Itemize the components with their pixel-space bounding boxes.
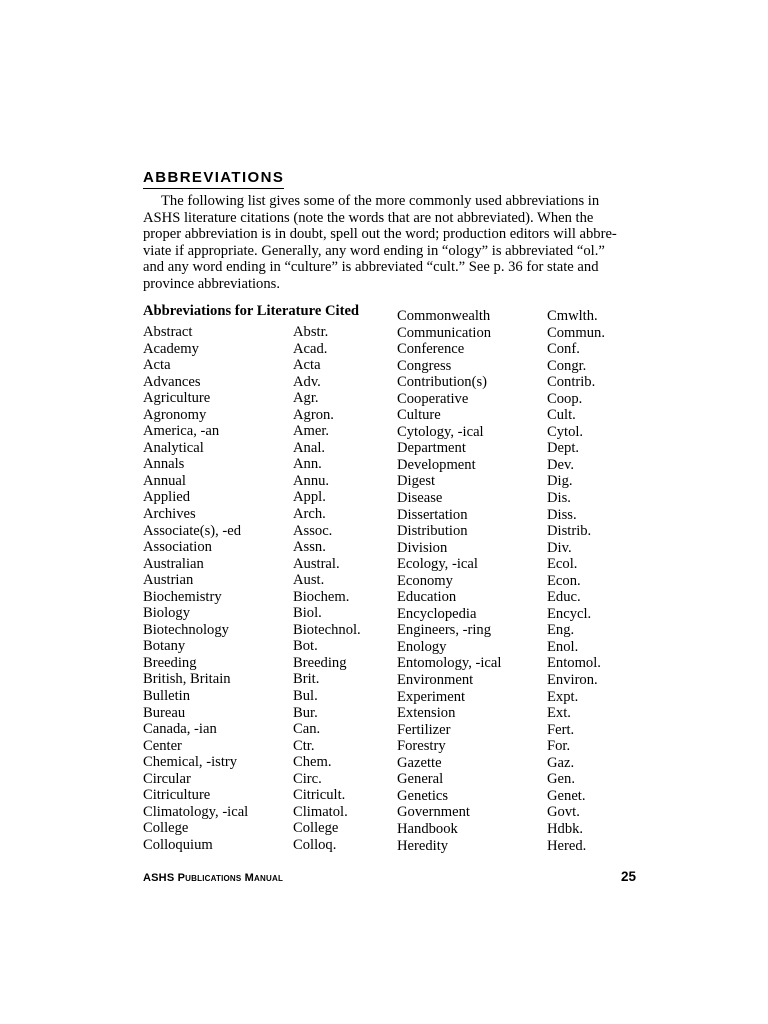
term-entry: Archives xyxy=(143,506,196,523)
abbreviation-entry: Colloq. xyxy=(293,836,337,853)
abbreviation-entry: Citricult. xyxy=(293,787,346,804)
term-entry: Citriculture xyxy=(143,787,211,804)
abbreviation-entry: Eng. xyxy=(547,622,575,639)
abbreviation-entry: Dis. xyxy=(547,490,571,507)
page-heading: ABBREVIATIONS xyxy=(143,169,284,189)
abbreviation-entry: Acad. xyxy=(293,340,328,357)
term-entry: Development xyxy=(397,456,476,473)
term-entry: Enology xyxy=(397,638,447,655)
term-entry: Acta xyxy=(143,357,171,374)
term-entry: Disease xyxy=(397,490,443,507)
right-abbreviations-column xyxy=(547,308,605,854)
abbreviation-entry: Amer. xyxy=(293,423,330,440)
abbreviation-entry: Dig. xyxy=(547,473,573,490)
term-entry: Forestry xyxy=(397,738,446,755)
term-entry: Australian xyxy=(143,555,204,572)
term-entry: Botany xyxy=(143,638,186,655)
abbreviation-entry: Environ. xyxy=(547,672,598,689)
term-entry: Chemical, -istry xyxy=(143,754,238,771)
term-entry: General xyxy=(397,771,444,788)
term-entry: Handbook xyxy=(397,820,458,837)
term-entry: Circular xyxy=(143,770,191,787)
left-terms-column xyxy=(143,324,248,854)
term-entry: Commonwealth xyxy=(397,308,491,324)
abbreviation-entry: Appl. xyxy=(293,489,326,506)
abbreviation-entry: Gen. xyxy=(547,771,575,788)
term-entry: Biotechnology xyxy=(143,621,229,638)
abbreviation-entry: Hdbk. xyxy=(547,820,584,837)
intro-line: proper abbreviation is in doubt, spell out the word; production editors will abbre- xyxy=(143,226,617,242)
abbreviation-entry: Aust. xyxy=(293,572,325,589)
term-entry: Annual xyxy=(143,472,186,489)
term-entry: Genetics xyxy=(397,787,449,804)
term-entry: Fertilizer xyxy=(397,721,451,738)
abbreviation-entry: Diss. xyxy=(547,506,577,523)
term-entry: Conference xyxy=(397,341,465,358)
abbreviation-entry: Agron. xyxy=(293,406,334,423)
term-entry: Ecology, -ical xyxy=(397,556,478,573)
term-entry: Annals xyxy=(143,456,185,473)
term-entry: Analytical xyxy=(143,439,204,456)
term-entry: Cooperative xyxy=(397,390,469,407)
abbreviation-entry: Ecol. xyxy=(547,556,578,573)
term-entry: Academy xyxy=(143,340,199,357)
term-entry: Association xyxy=(143,539,212,556)
term-entry: Associate(s), -ed xyxy=(143,522,242,539)
abbreviation-entry: For. xyxy=(547,738,571,755)
abbreviation-entry: Austral. xyxy=(293,555,340,572)
term-entry: Dissertation xyxy=(397,506,468,523)
term-entry: Culture xyxy=(397,407,441,424)
abbreviation-entry: Gaz. xyxy=(547,754,575,771)
intro-line: The following list gives some of the more commonly used abbreviations in xyxy=(161,193,600,209)
term-entry: Division xyxy=(397,539,448,556)
term-entry: College xyxy=(143,820,189,837)
abbreviation-entry: Agr. xyxy=(293,390,319,407)
abbreviation-entry: Ext. xyxy=(547,705,571,722)
abbreviation-entry: Cult. xyxy=(547,407,576,424)
term-entry: Experiment xyxy=(397,688,466,705)
abbreviation-entry: Bur. xyxy=(293,704,318,721)
abbreviation-entry: Econ. xyxy=(547,572,581,589)
term-entry: Congress xyxy=(397,357,452,374)
section-title: Abbreviations for Literature Cited xyxy=(143,303,360,319)
intro-line: province abbreviations. xyxy=(143,275,280,292)
abbreviation-entry: Cmwlth. xyxy=(547,308,598,324)
abbreviation-entry: Chem. xyxy=(293,754,332,771)
page-number: 25 xyxy=(620,869,636,884)
term-entry: Communication xyxy=(397,324,492,341)
term-entry: Applied xyxy=(143,489,191,506)
abbreviation-entry: Entomol. xyxy=(547,655,601,672)
abbreviation-entry: Ctr. xyxy=(293,737,315,754)
intro-line: and any word ending in “culture” is abbreviated “cult.” See p. 36 for state and xyxy=(143,259,599,275)
abbreviation-entry: Dev. xyxy=(547,456,575,473)
term-entry: Distribution xyxy=(397,523,468,540)
term-entry: America, -an xyxy=(143,423,220,440)
abbreviation-entry: Anal. xyxy=(293,439,326,456)
abbreviation-entry: Conf. xyxy=(547,341,580,358)
term-entry: Department xyxy=(397,440,466,457)
term-entry: Environment xyxy=(397,672,474,689)
term-entry: Canada, -ian xyxy=(143,721,217,738)
term-entry: Center xyxy=(143,737,182,754)
term-entry: Digest xyxy=(397,473,436,490)
term-entry: Gazette xyxy=(397,754,442,771)
abbreviation-entry: Annu. xyxy=(293,472,330,489)
term-entry: Encyclopedia xyxy=(397,605,477,622)
abbreviation-entry: Encycl. xyxy=(547,605,592,622)
abbreviation-entry: Enol. xyxy=(547,638,579,655)
abbreviation-entry: Climatol. xyxy=(293,803,348,820)
term-entry: Abstract xyxy=(143,324,193,340)
abbreviation-entry: Bot. xyxy=(293,638,318,655)
abbreviation-entry: Ann. xyxy=(293,456,322,473)
abbreviation-entry: Congr. xyxy=(547,357,587,374)
abbreviation-entry: Biol. xyxy=(293,605,322,622)
term-entry: British, Britain xyxy=(143,671,231,688)
abbreviation-entry: Contrib. xyxy=(547,374,596,391)
term-entry: Bureau xyxy=(143,704,186,721)
term-entry: Austrian xyxy=(143,572,194,589)
right-terms-column xyxy=(397,308,501,854)
abbreviation-entry: Adv. xyxy=(293,373,321,390)
term-entry: Heredity xyxy=(397,837,449,854)
term-entry: Extension xyxy=(397,705,456,722)
left-abbreviations-column xyxy=(293,324,361,854)
abbreviation-entry: Assoc. xyxy=(293,522,333,539)
abbreviation-entry: Govt. xyxy=(547,804,580,821)
abbreviation-entry: Assn. xyxy=(293,539,326,556)
intro-line: viate if appropriate. Generally, any word ending in “ology” is abbreviated “ol.” xyxy=(143,242,605,259)
abbreviation-entry: Brit. xyxy=(293,671,320,688)
term-entry: Biochemistry xyxy=(143,588,222,605)
term-entry: Climatology, -ical xyxy=(143,803,249,820)
abbreviation-entry: Breeding xyxy=(293,654,347,671)
intro-line: ASHS literature citations (note the words that are not abbreviated). When the xyxy=(143,209,594,226)
term-entry: Agriculture xyxy=(143,390,211,407)
term-entry: Entomology, -ical xyxy=(397,655,502,672)
intro-paragraph xyxy=(143,193,635,292)
abbreviation-entry: Arch. xyxy=(293,506,326,523)
term-entry: Contribution(s) xyxy=(397,374,487,391)
abbreviation-entry: Genet. xyxy=(547,787,586,804)
abbreviation-entry: Acta xyxy=(293,357,321,374)
footer-manual-title: ASHS Publications Manual xyxy=(143,872,284,884)
abbreviation-entry: Can. xyxy=(293,721,321,738)
term-entry: Bulletin xyxy=(143,688,191,705)
abbreviation-entry: Distrib. xyxy=(547,523,592,540)
abbreviation-entry: Circ. xyxy=(293,770,322,787)
term-entry: Agronomy xyxy=(143,406,207,423)
term-entry: Engineers, -ring xyxy=(397,622,492,639)
abbreviation-entry: Abstr. xyxy=(293,324,329,340)
abbreviation-entry: Commun. xyxy=(547,324,605,341)
term-entry: Government xyxy=(397,804,470,821)
abbreviation-entry: College xyxy=(293,820,339,837)
term-entry: Colloquium xyxy=(143,836,213,853)
term-entry: Biology xyxy=(143,605,191,622)
term-entry: Advances xyxy=(143,373,201,390)
abbreviation-entry: Dept. xyxy=(547,440,580,457)
abbreviation-entry: Div. xyxy=(547,539,572,556)
term-entry: Breeding xyxy=(143,654,197,671)
abbreviation-entry: Bul. xyxy=(293,688,318,705)
abbreviation-entry: Hered. xyxy=(547,837,587,854)
abbreviation-entry: Educ. xyxy=(547,589,581,606)
abbreviation-entry: Expt. xyxy=(547,688,579,705)
abbreviation-entry: Biotechnol. xyxy=(293,621,361,638)
abbreviation-entry: Biochem. xyxy=(293,588,350,605)
term-entry: Cytology, -ical xyxy=(397,423,484,440)
abbreviation-entry: Cytol. xyxy=(547,423,584,440)
abbreviation-entry: Fert. xyxy=(547,721,575,738)
term-entry: Economy xyxy=(397,572,453,589)
term-entry: Education xyxy=(397,589,457,606)
abbreviation-entry: Coop. xyxy=(547,390,583,407)
